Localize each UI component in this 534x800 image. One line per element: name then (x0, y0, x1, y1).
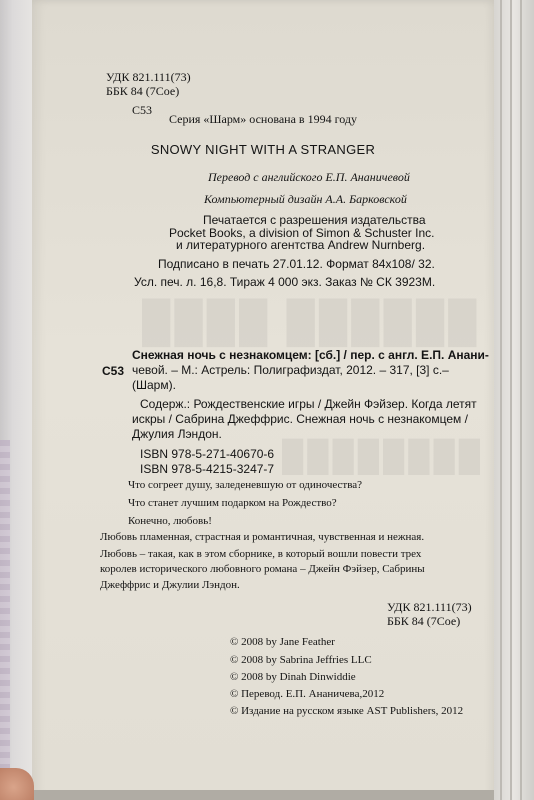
author-code-top: С53 (132, 103, 153, 117)
original-title: SNOWY NIGHT WITH A STRANGER (150, 142, 376, 157)
page-edge-line (510, 0, 512, 800)
bbk-code-bottom: ББК 84 (7Сое) (387, 614, 461, 628)
design-credit: Компьютерный дизайн А.А. Барковской (204, 192, 407, 206)
udk-code-bottom: УДК 821.111(73) (387, 600, 472, 614)
show-through-print: ████ ██████ (142, 300, 481, 344)
catalog-code: С53 (102, 364, 125, 378)
catalog-line: чевой. – М.: Астрель: Полиграфиздат, 2012. – 317, [3] с.– (132, 363, 449, 377)
permission-line: Печатается с разрешения издательства (203, 213, 426, 227)
annotation-line: Конечно, любовь! (128, 515, 212, 527)
annotation-line: Любовь пламенная, страстная и романтичная, чувственная и нежная. (100, 531, 425, 543)
annotation-line: Что согреет душу, заледеневшую от одиночества? (128, 479, 363, 491)
catalog-contents: Джулия Лэндон. (132, 427, 222, 441)
isbn-line: ISBN 978-5-4215-3247-7 (140, 462, 275, 476)
holding-thumb (0, 768, 34, 800)
page-edge-line (500, 0, 502, 800)
series-note: Серия «Шарм» основана в 1994 году (169, 112, 357, 126)
page-edge-line (520, 0, 522, 800)
annotation-line: Джеффрис и Джулии Лэндон. (100, 579, 240, 591)
copyright-line: © 2008 by Sabrina Jeffries LLC (230, 654, 372, 666)
isbn-line: ISBN 978-5-271-40670-6 (140, 447, 275, 461)
adjacent-page-pattern (0, 440, 10, 770)
catalog-contents: искры / Сабрина Джеффрис. Снежная ночь с незнакомцем / (132, 412, 468, 426)
translator-credit: Перевод с английского Е.П. Ананичевой (208, 170, 410, 184)
copyright-line: © 2008 by Jane Feather (230, 636, 335, 648)
adjacent-page-left (0, 0, 32, 800)
book-imprint-page (32, 0, 494, 800)
annotation-line: королев исторического любовного романа – Джейн Фэйзер, Сабрины (100, 563, 425, 575)
annotation-line: Что станет лучшим подарком на Рождество? (128, 497, 337, 509)
catalog-contents: Содерж.: Рождественские игры / Джейн Фэйзер. Когда летят (140, 397, 477, 411)
permission-line: и литературного агентства Andrew Nurnberg. (176, 238, 426, 252)
show-through-print: ████████ (282, 440, 485, 473)
copyright-line: © 2008 by Dinah Dinwiddie (230, 671, 356, 683)
print-info-line: Усл. печ. л. 16,8. Тираж 4 000 экз. Заказ № СК 3923М. (134, 275, 436, 289)
catalog-title-line: Снежная ночь с незнакомцем: [сб.] / пер. с англ. Е.П. Анани- (132, 348, 489, 362)
catalog-line: (Шарм). (132, 378, 176, 392)
copyright-line: © Перевод. Е.П. Ананичева,2012 (230, 688, 385, 700)
udk-code-top: УДК 821.111(73) (106, 70, 191, 84)
bbk-code-top: ББК 84 (7Сое) (106, 84, 180, 98)
page-bottom-edge (32, 790, 494, 800)
permission-line: Pocket Books, a division of Simon & Schuster Inc. (169, 226, 435, 240)
copyright-line: © Издание на русском языке AST Publishers, 2012 (230, 705, 464, 717)
print-info-line: Подписано в печать 27.01.12. Формат 84x108/ 32. (158, 257, 435, 271)
annotation-line: Любовь – такая, как в этом сборнике, в который вошли повести трех (100, 548, 422, 560)
